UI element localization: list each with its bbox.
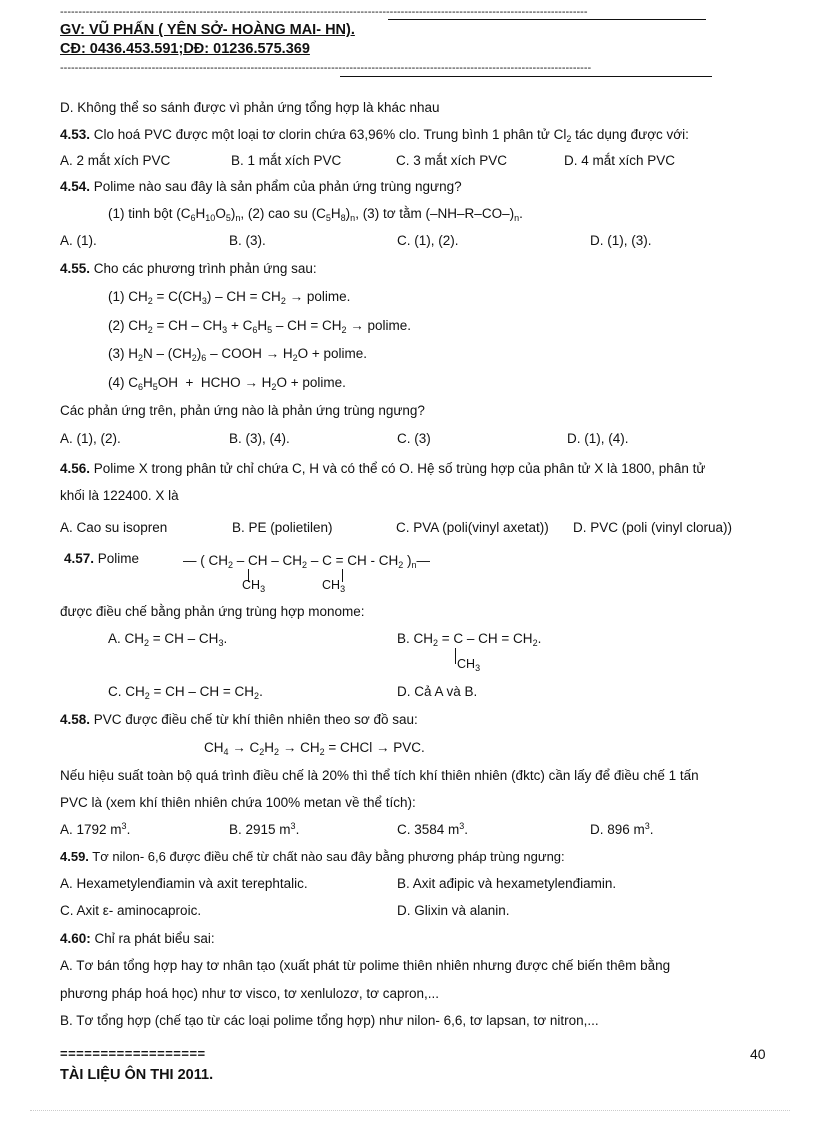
q454-items: (1) tinh bột $(C_6H_{10}O_5)_n$, (2) cao su $(C_5H_8)_n$, (3) tơ tằm $(-NH-R-CO-)_n$.	[108, 206, 523, 223]
q460-number: 4.60:	[60, 931, 91, 946]
page-number: 40	[750, 1046, 766, 1062]
q453-number: 4.53.	[60, 127, 91, 142]
q454-option-c: C. (1), (2).	[397, 233, 459, 248]
q457-option-a: A. $CH_2$ = CH – $CH_3$.	[108, 631, 228, 648]
q456-option-d: D. PVC (poli (vinyl clorua))	[573, 520, 733, 535]
q459-option-c: C. Axit ε- aminocaproic.	[60, 903, 202, 918]
q460-a-line2: phương pháp hoá học) như tơ visco, tơ xenlulozơ, tơ capron,...	[60, 986, 440, 1001]
q458-option-d: D. 896 $m^3$.	[590, 821, 654, 837]
q457-option-c: C. $CH_2$ = CH – CH = $CH_2$.	[108, 684, 263, 701]
q460-b-line1: B. Tơ tổng hợp (chế tạo từ các loại polime tổng hợp) như nilon- 6,6, tơ lapsan, tơ nitron,...	[60, 1013, 599, 1028]
header-dash-top: ------------------------------------------------------------------------------------------------------------------------------------------------	[60, 6, 588, 18]
q453-option-b: B. 1 mắt xích PVC	[231, 153, 342, 168]
q455-option-b: B. (3), (4).	[229, 431, 290, 446]
q456-option-b: B. PE (polietilen)	[232, 520, 333, 535]
q455-option-c: C. (3)	[397, 431, 431, 446]
q453-text: Clo hoá PVC được một loại tơ clorin chứa 63,96% clo. Trung bình 1 phân tử Cl	[90, 127, 567, 142]
q459-text: Tơ nilon- 6,6 được điều chế từ chất nào sau đây bằng phương pháp trùng ngưng:	[88, 849, 565, 864]
header-rule-bottom	[340, 76, 712, 77]
q457-branch-1: $CH_3$	[242, 578, 266, 594]
q454-text: Polime nào sau đây là sản phẩm của phản ứng trùng ngưng?	[90, 179, 462, 194]
phone-line: CĐ: 0436.453.591;DĐ: 01236.575.369	[60, 41, 310, 57]
q456-text: Polime X trong phân tử chỉ chứa C, H và có thể có O. Hệ số trùng hợp của phân tử X là 1800, phân tử	[90, 461, 706, 476]
q457-intro: được điều chế bằng phản ứng trùng hợp monome:	[60, 604, 365, 619]
page-bottom-border	[30, 1110, 790, 1111]
q458-option-b: B. 2915 $m^3$.	[229, 821, 300, 837]
q454-option-a: A. (1).	[60, 233, 97, 248]
q455-reaction-4: (4) $C_6H_5OH$ + HCHO → $H_2O + polime$.	[108, 375, 346, 392]
q454-option-b: B. (3).	[229, 233, 266, 248]
q460-text: Chỉ ra phát biểu sai:	[90, 931, 215, 946]
q453-option-d: D. 4 mắt xích PVC	[564, 153, 676, 168]
q459-stem	[60, 849, 565, 864]
q458-option-b-text: B. 2915 m	[229, 822, 291, 837]
q458-option-c-text: C. 3584 m	[397, 822, 460, 837]
q457-option-d: D. Cả A và B.	[397, 684, 478, 699]
q457-polymer-formula: — ( $CH_2$ – CH – $CH_2$ – C = CH - $CH_2$ )$_n—$	[183, 553, 430, 570]
q459-option-b: B. Axit ađipic và hexametylenđiamin.	[397, 876, 617, 891]
q458-para2: PVC là (xem khí thiên nhiên chứa 100% metan về thể tích):	[60, 795, 416, 810]
q459-number: 4.59.	[60, 849, 89, 864]
q458-text: PVC được điều chế từ khí thiên nhiên theo sơ đồ sau:	[90, 712, 418, 727]
q456-stem	[60, 461, 705, 476]
header-rule-top	[388, 19, 706, 20]
q460-stem	[60, 931, 215, 946]
q457-number: 4.57.	[64, 551, 95, 566]
q460-a-line1: A. Tơ bán tổng hợp hay tơ nhân tạo (xuất phát từ polime thiên nhiên nhưng được chế biến thêm bằng	[60, 958, 671, 973]
q457-stem	[64, 551, 139, 566]
q456-option-a: A. Cao su isopren	[60, 520, 168, 535]
q458-stem	[60, 712, 418, 727]
q458-number: 4.58.	[60, 712, 91, 727]
footer-equals: ==================	[60, 1046, 206, 1061]
q453-option-a: A. 2 mắt xích PVC	[60, 153, 171, 168]
teacher-line: GV: VŨ PHẤN ( YÊN SỞ- HOÀNG MAI- HN).	[60, 22, 355, 38]
q459-option-a: A. Hexametylenđiamin và axit terephtalic.	[60, 876, 308, 891]
q456-number: 4.56.	[60, 461, 91, 476]
q453-stem	[60, 127, 689, 142]
q457-label: Polime	[94, 551, 140, 566]
q457-branch-2: $CH_3$	[322, 578, 346, 594]
q458-option-a-text: A. 1792 m	[60, 822, 122, 837]
q456-option-c: C. PVA (poli(vinyl axetat))	[396, 520, 549, 535]
q455-question: Các phản ứng trên, phản ứng nào là phản ứng trùng ngưng?	[60, 403, 425, 418]
q453-text-end: tác dụng được với:	[571, 127, 689, 142]
q458-scheme: $CH_4 \to C_2H_2 \to CH_2$ = CHCl → PVC.	[204, 740, 425, 757]
header-dash-bottom: -------------------------------------------------------------------------------------------------------------------------------------------------	[60, 62, 592, 74]
footer-title: TÀI LIỆU ÔN THI 2011.	[60, 1067, 214, 1083]
q459-option-d: D. Glixin và alanin.	[397, 903, 510, 918]
q455-option-a: A. (1), (2).	[60, 431, 121, 446]
q453-sub: 2	[566, 134, 572, 144]
q458-para1: Nếu hiệu suất toàn bộ quá trình điều chế là 20% thì thể tích khí thiên nhiên (đktc) cần lấy để điều chế 1 tấn	[60, 768, 699, 783]
q458-option-c: C. 3584 $m^3$.	[397, 821, 469, 837]
q454-option-d: D. (1), (3).	[590, 233, 652, 248]
q455-stem	[60, 261, 317, 276]
q455-number: 4.55.	[60, 261, 91, 276]
q455-reaction-1: (1) $CH_2 = C(CH_3)$ – CH = $CH_2 \to polime$.	[108, 289, 351, 306]
q455-text: Cho các phương trình phản ứng sau:	[90, 261, 317, 276]
q454-number: 4.54.	[60, 179, 91, 194]
q457-option-b: B. $CH_2 = C$ – CH = $CH_2$.	[397, 631, 542, 648]
q455-reaction-3: (3) $H_2N - (CH_2)_6$ – COOH → $H_2O + polime$.	[108, 346, 367, 363]
q453-option-c: C. 3 mắt xích PVC	[396, 153, 508, 168]
q454-stem	[60, 179, 462, 194]
q457-option-b-branch: $CH_3$	[457, 657, 481, 673]
q457-option-b-bond	[455, 648, 456, 664]
q455-reaction-2: (2) $CH_2$ = CH – $CH_3 + C_6H_5$ – CH = $CH_2 \to polime$.	[108, 318, 412, 335]
q456-stem-line2: khối là 122400. X là	[60, 488, 179, 503]
q458-option-d-text: D. 896 m	[590, 822, 645, 837]
q455-option-d: D. (1), (4).	[567, 431, 629, 446]
q458-option-a: A. 1792 $m^3$.	[60, 821, 131, 837]
q452-option-d: D. Không thể so sánh được vì phản ứng tổng hợp là khác nhau	[60, 100, 440, 115]
